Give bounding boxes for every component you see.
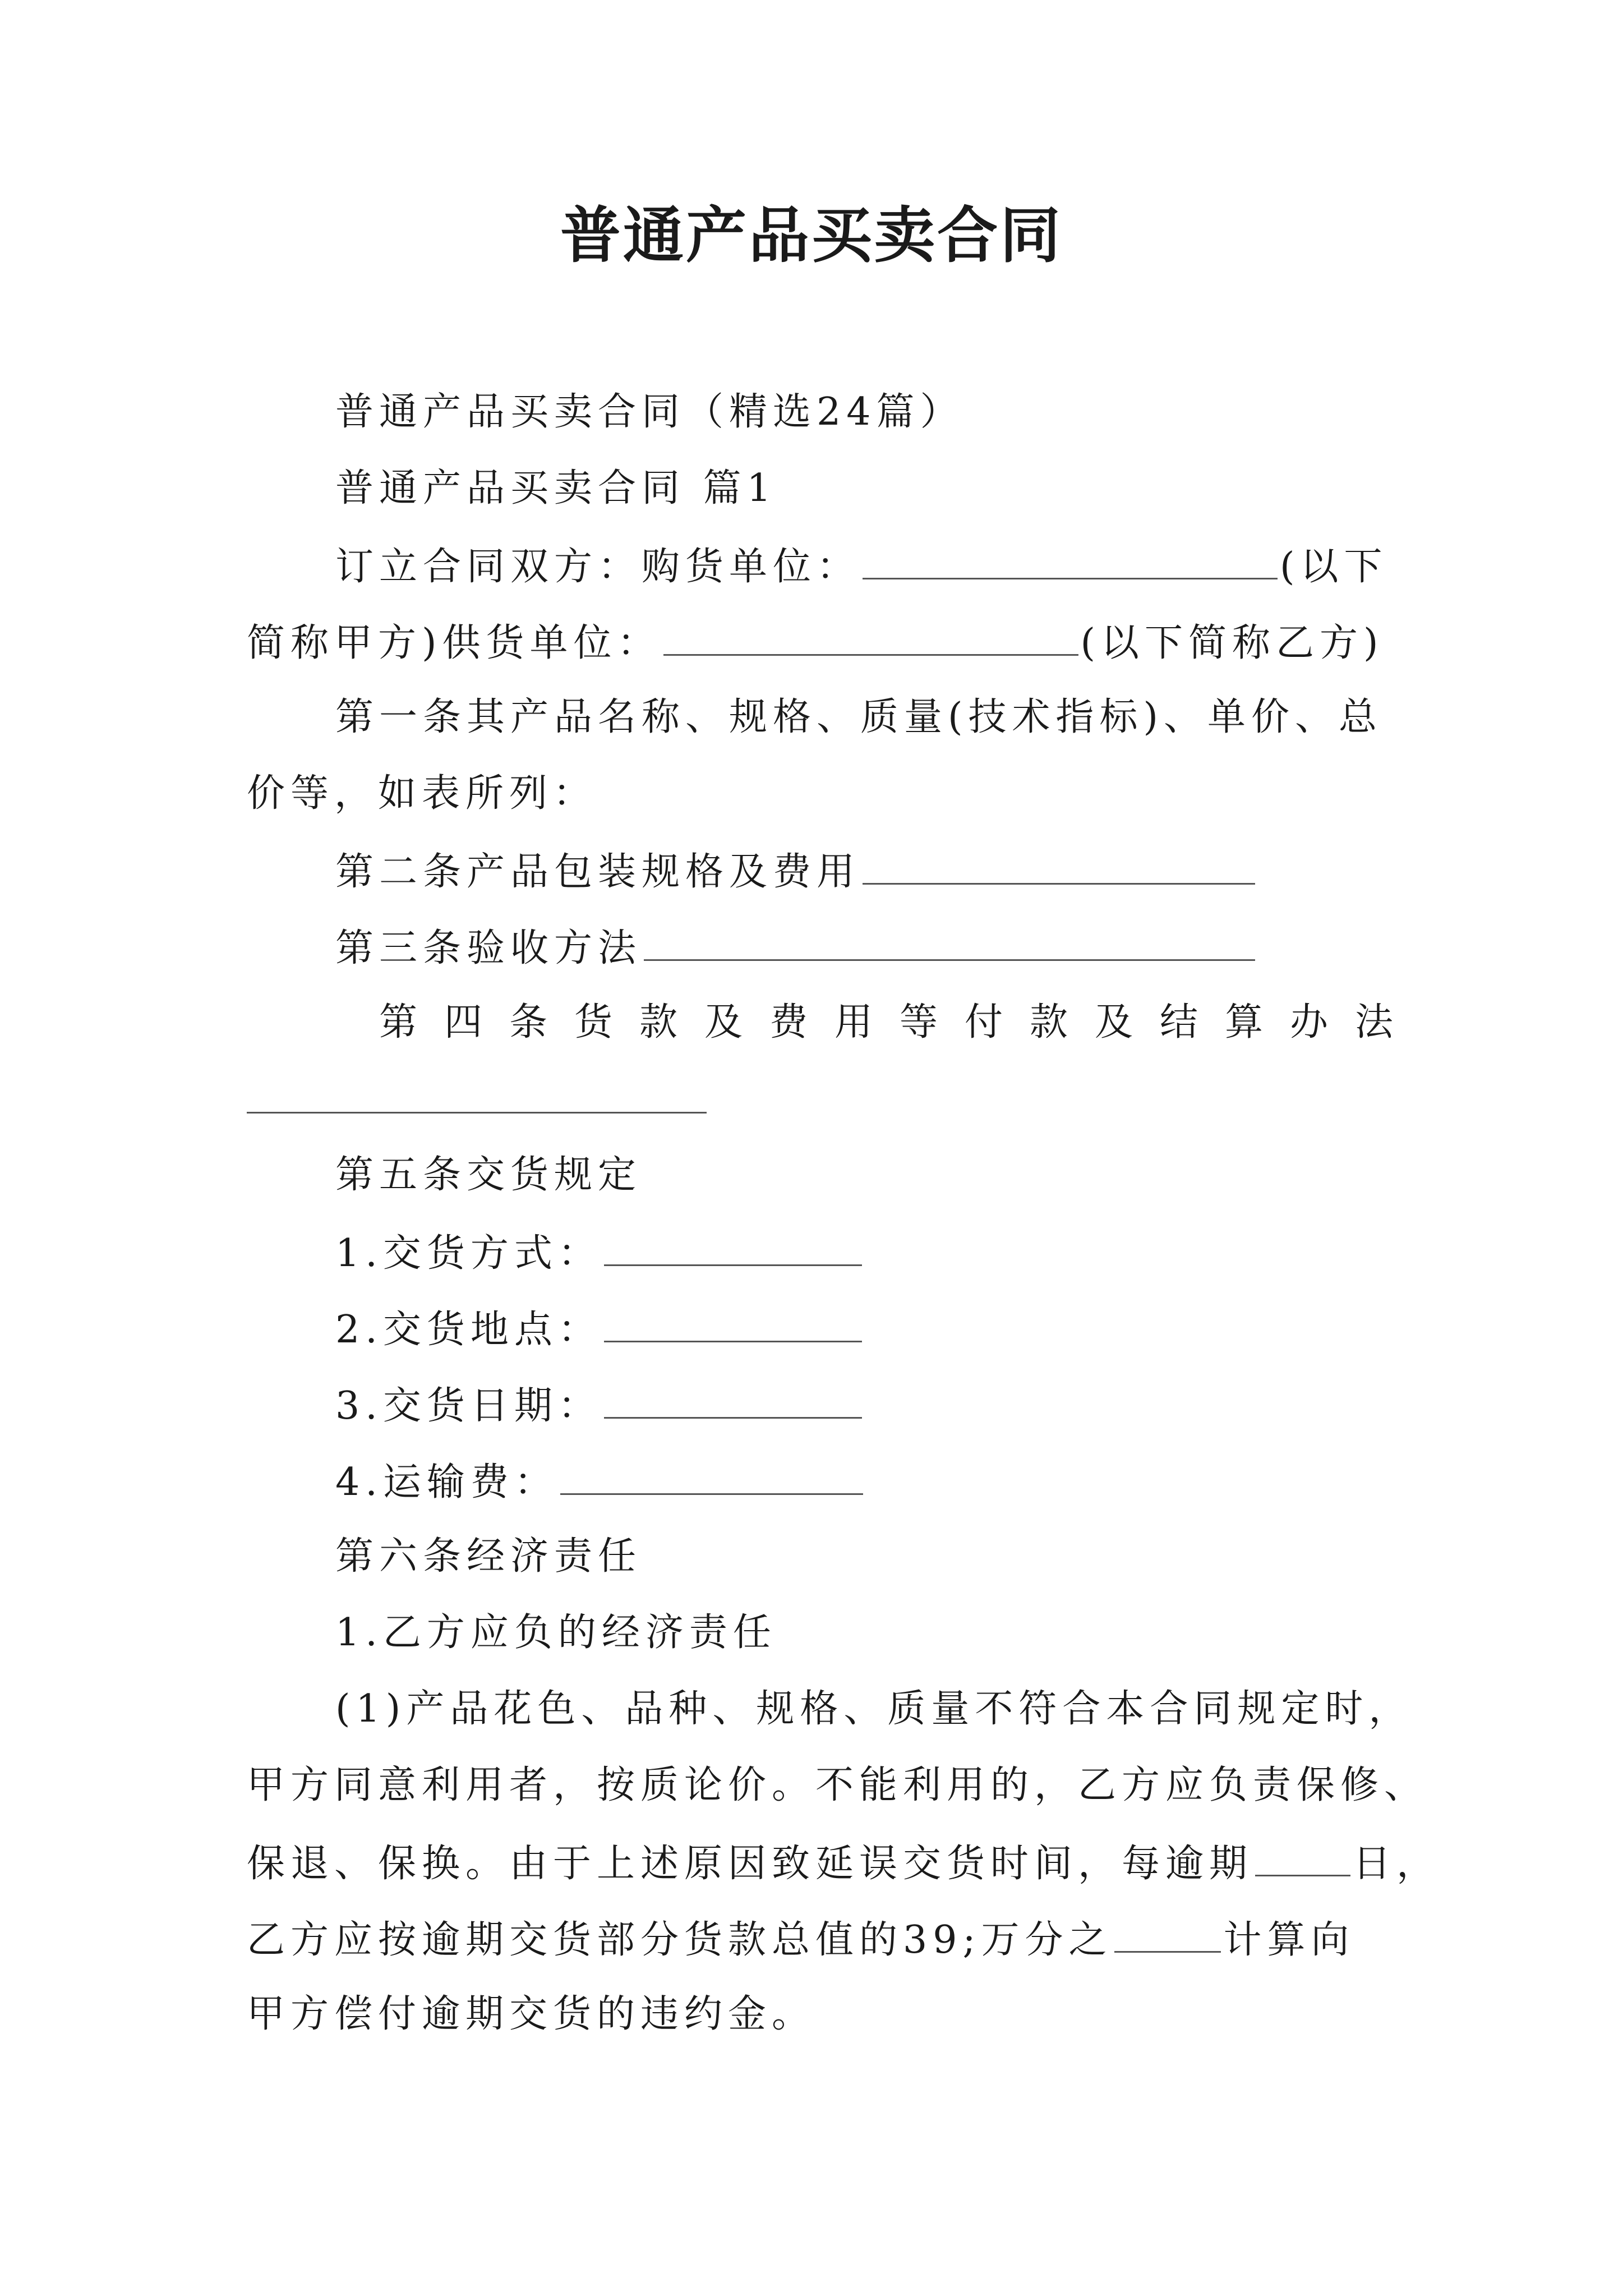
article-3-blank — [644, 921, 1255, 961]
document-title: 普通产品买卖合同 — [560, 200, 1063, 271]
delivery-method-label: 1.交货方式： — [335, 1231, 602, 1276]
paragraph-1-line-5: 甲方偿付逾期交货的违约金。 — [247, 1992, 816, 2036]
article-4: 第四条货款及费用等付款及结算办法 — [379, 1000, 1421, 1045]
section-heading: 普通产品买卖合同 篇1 — [335, 466, 777, 510]
delivery-place-label: 2.交货地点： — [335, 1308, 602, 1352]
parties-buyer-label: 订立合同双方：购货单位： — [335, 545, 861, 589]
article-3-text: 第三条验收方法 — [335, 926, 642, 970]
article-5-item-1 — [335, 1226, 864, 1279]
parties-line-2 — [247, 616, 1384, 669]
article-5-item-4 — [335, 1455, 865, 1508]
paragraph-1-line-4-text: 乙方应按逾期交货部分货款总值的39;万分之 — [247, 1918, 1113, 1962]
seller-blank — [663, 616, 1078, 656]
article-5-item-3 — [335, 1379, 864, 1432]
parties-buyer-suffix: (以下 — [1280, 545, 1388, 589]
paragraph-1-line-4-suffix: 计算向 — [1223, 1918, 1355, 1962]
paragraph-1-line-3 — [247, 1837, 1440, 1889]
document-subtitle: 普通产品买卖合同（精选24篇） — [335, 390, 964, 434]
paragraph-1-line-1: (1)产品花色、品种、规格、质量不符合本合同规定时， — [335, 1687, 1413, 1731]
article-1-line-1: 第一条其产品名称、规格、质量(技术指标)、单价、总 — [335, 695, 1383, 739]
paragraph-1-line-4 — [247, 1913, 1354, 1966]
article-4-blank — [247, 1074, 707, 1114]
overdue-days-blank — [1255, 1837, 1350, 1876]
delivery-date-blank — [604, 1379, 862, 1419]
buyer-blank — [863, 540, 1278, 579]
article-5-item-2 — [335, 1303, 864, 1355]
article-6-sub-1: 1.乙方应负的经济责任 — [335, 1611, 777, 1655]
freight-blank — [560, 1455, 863, 1495]
parties-seller-label: 简称甲方)供货单位： — [247, 621, 661, 665]
parties-seller-suffix: (以下简称乙方) — [1080, 621, 1384, 665]
paragraph-1-line-2: 甲方同意利用者，按质论价。不能利用的，乙方应负责保修、 — [247, 1763, 1428, 1807]
paragraph-1-line-3-text: 保退、保换。由于上述原因致延误交货时间，每逾期 — [247, 1842, 1253, 1886]
article-6: 第六条经济责任 — [335, 1534, 642, 1579]
paragraph-1-line-3-suffix: 日， — [1353, 1842, 1441, 1886]
delivery-date-label: 3.交货日期： — [335, 1384, 602, 1428]
article-5: 第五条交货规定 — [335, 1153, 642, 1197]
article-2 — [335, 845, 1257, 898]
article-3 — [335, 921, 1257, 974]
parties-line-1 — [335, 540, 1388, 592]
article-4-blank-line — [247, 1074, 709, 1126]
freight-label: 4.运输费： — [335, 1460, 558, 1504]
penalty-rate-blank — [1114, 1913, 1221, 1953]
delivery-place-blank — [604, 1303, 862, 1342]
article-2-text: 第二条产品包装规格及费用 — [335, 850, 861, 894]
delivery-method-blank — [604, 1226, 862, 1266]
article-2-blank — [863, 845, 1255, 885]
article-1-line-2: 价等，如表所列： — [247, 771, 597, 816]
